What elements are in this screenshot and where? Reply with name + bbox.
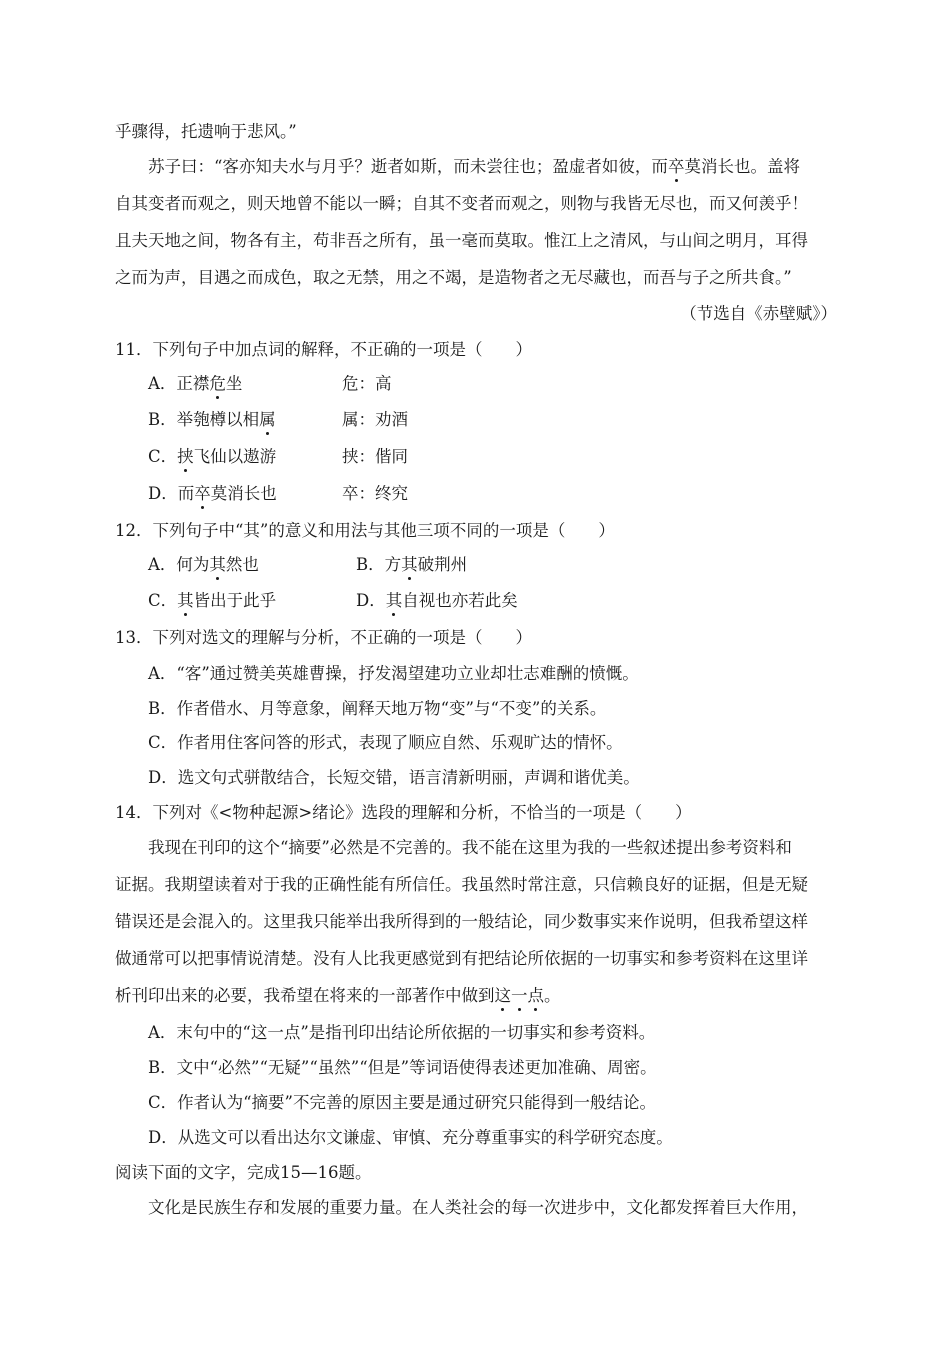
question-13-option-a: A．“客”通过赞美英雄曹操，抒发渴望建功立业却壮志难酬的愤慨。 — [148, 664, 639, 683]
reading-instruction: 阅读下面的文字，完成15—16题。 — [115, 1163, 372, 1182]
passage-paragraph-line: 自其变者而观之，则天地曾不能以一瞬；自其不变者而观之，则物与我皆无尽也，而又何羡乎！ — [115, 194, 808, 213]
question-11-option-d: D．而卒莫消长也 — [148, 484, 277, 503]
passage-paragraph-line: 之而为声，目遇之而成色，取之无禁，用之不竭，是造物者之无尽藏也，而吾与子之所共食。” — [115, 268, 792, 287]
question-12-option-c: C．其皆出于此乎 — [148, 591, 277, 610]
question-11-option-a: A．正襟危坐 — [148, 374, 243, 393]
question-13-option-c: C．作者用住客问答的形式，表现了顺应自然、乐观旷达的情怀。 — [148, 733, 623, 752]
question-12-option-d: D．其自视也亦若此矣 — [356, 591, 518, 610]
question-11-gloss-d: 卒：终究 — [342, 484, 408, 503]
question-11-option-c: C．挟飞仙以遨游 — [148, 447, 277, 466]
question-14-passage-line: 错误还是会混入的。这里我只能举出我所得到的一般结论，同少数事实来作说明，但我希望这样 — [115, 912, 808, 931]
question-14-option-c: C．作者认为“摘要”不完善的原因主要是通过研究只能得到一般结论。 — [148, 1093, 656, 1112]
question-14-option-d: D．从选文可以看出达尔文谦虚、审慎、充分尊重事实的科学研究态度。 — [148, 1128, 673, 1147]
question-12-option-a: A．何为其然也 — [148, 555, 259, 574]
passage-paragraph-line: 且夫天地之间，物各有主，苟非吾之所有，虽一毫而莫取。惟江上之清风，与山间之明月，耳得 — [115, 231, 808, 250]
question-14-passage-line: 我现在刊印的这个“摘要”必然是不完善的。我不能在这里为我的一些叙述提出参考资料和 — [148, 838, 792, 857]
question-14-passage-line: 做通常可以把事情说清楚。没有人比我更感觉到有把结论所依据的一切事实和参考资料在这里详 — [115, 949, 808, 968]
question-11-option-b: B．举匏樽以相属 — [148, 410, 276, 429]
question-14-option-b: B．文中“必然”“无疑”“虽然”“但是”等词语使得表述更加准确、周密。 — [148, 1058, 657, 1077]
passage-line: 乎骤得，托遗响于悲风。” — [115, 122, 297, 141]
question-14-option-a: A．末句中的“这一点”是指刊印出结论所依据的一切事实和参考资料。 — [148, 1023, 656, 1042]
question-14-passage-line: 析刊印出来的必要，我希望在将来的一部著作中做到这一点。 — [115, 986, 561, 1005]
question-14-passage-line: 证据。我期望读着对于我的正确性能有所信任。我虽然时常注意，只信赖良好的证据，但是无疑 — [115, 875, 808, 894]
question-11-gloss-c: 挟：偕同 — [342, 447, 408, 466]
question-13-option-d: D．选文句式骈散结合，长短交错，语言清新明丽，声调和谐优美。 — [148, 768, 640, 787]
passage-paragraph-line: 苏子曰：“客亦知夫水与月乎？逝者如斯，而未尝往也；盈虚者如彼，而卒莫消长也。盖将 — [148, 157, 800, 176]
question-11-stem: 11．下列句子中加点词的解释，不正确的一项是（ ） — [115, 340, 532, 359]
question-11-gloss-b: 属：劝酒 — [342, 410, 408, 429]
question-13-stem: 13．下列对选文的理解与分析，不正确的一项是（ ） — [115, 628, 532, 647]
question-12-stem: 12．下列句子中“其”的意义和用法与其他三项不同的一项是（ ） — [115, 521, 615, 540]
question-14-stem: 14．下列对《<物种起源>绪论》选段的理解和分析，不恰当的一项是（ ） — [115, 803, 692, 822]
reading-paragraph-line: 文化是民族生存和发展的重要力量。在人类社会的每一次进步中，文化都发挥着巨大作用， — [148, 1198, 808, 1217]
question-12-option-b: B．方其破荆州 — [356, 555, 468, 574]
question-13-option-b: B．作者借水、月等意象，阐释天地万物“变”与“不变”的关系。 — [148, 699, 607, 718]
question-11-gloss-a: 危：高 — [342, 374, 392, 393]
passage-source: （节选自《赤壁赋》） — [680, 304, 837, 323]
dotted-char: 卒 — [667, 157, 685, 176]
